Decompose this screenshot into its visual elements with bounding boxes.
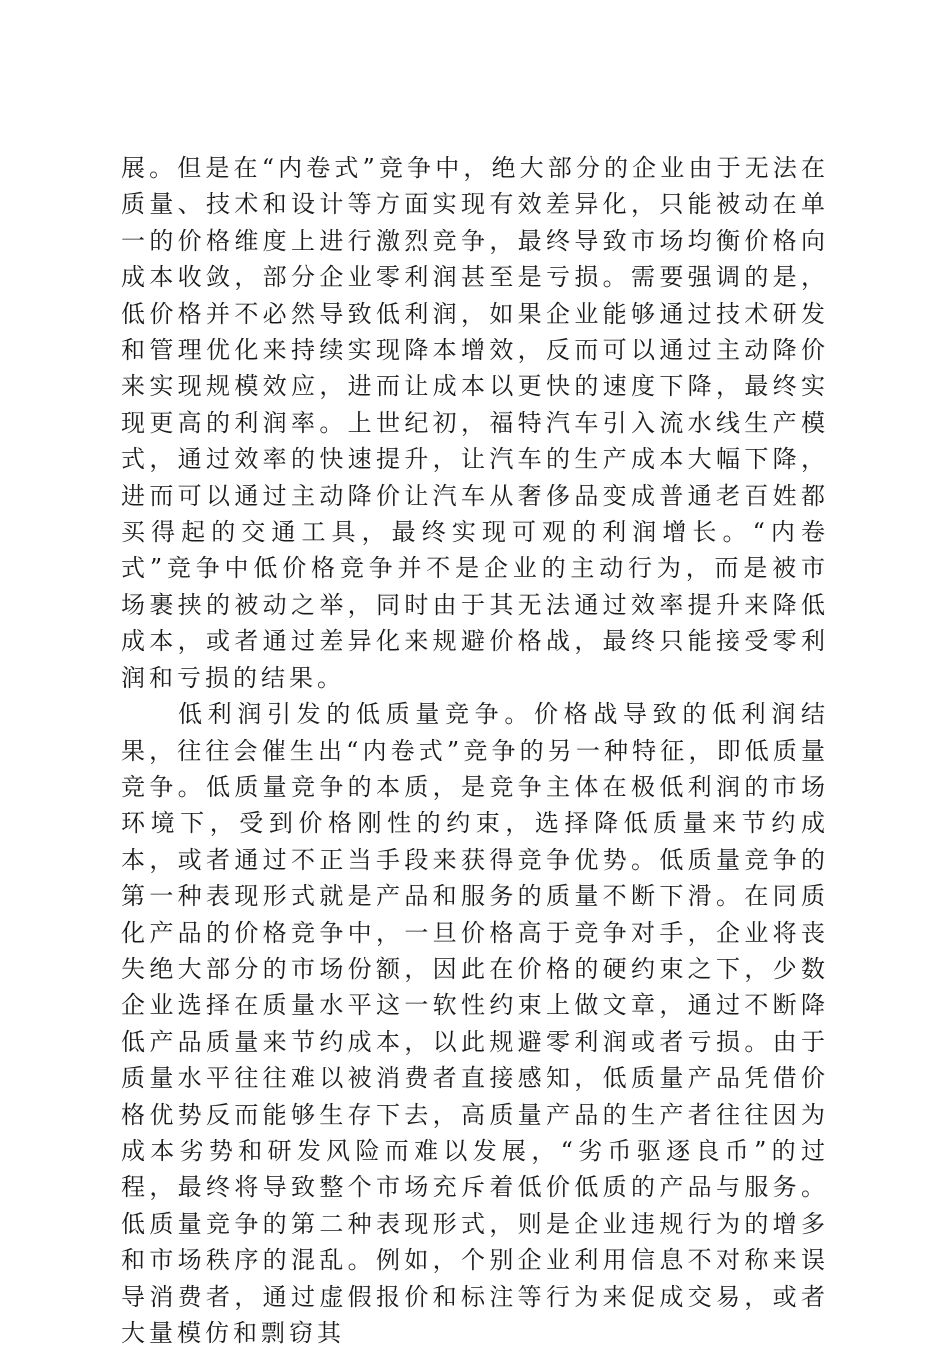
paragraph-1: 展。但是在“内卷式”竞争中，绝大部分的企业由于无法在质量、技术和设计等方面实现有效差异化，只能被动在单一的价格维度上进行激烈竞争，最终导致市场均衡价格向成本收敛，部分企业零利润甚至是亏损。需要强调的是，低价格并不必然导致低利润，如果企业能够通过技术研发和管理优化来持续实现降本增效，反而可以通过主动降价来实现规模效应，进而让成本以更快的速度下降，最终实现更高的利润率。上世纪初，福特汽车引入流水线生产模式，通过效率的快速提升，让汽车的生产成本大幅下降，进而可以通过主动降价让汽车从奢侈品变成普通老百姓都买得起的交通工具，最终实现可观的利润增长。“内卷式”竞争中低价格竞争并不是企业的主动行为，而是被市场裹挟的被动之举，同时由于其无法通过效率提升来降低成本，或者通过差异化来规避价格战，最终只能接受零利润和亏损的结果。	[121, 154, 829, 692]
paragraph-2: 低利润引发的低质量竞争。价格战导致的低利润结果，往往会催生出“内卷式”竞争的另一种特征，即低质量竞争。低质量竞争的本质，是竞争主体在极低利润的市场环境下，受到价格刚性的约束，选择降低质量来节约成本，或者通过不正当手段来获得竞争优势。低质量竞争的第一种表现形式就是产品和服务的质量不断下滑。在同质化产品的价格竞争中，一旦价格高于竞争对手，企业将丧失绝大部分的市场份额，因此在价格的硬约束之下，少数企业选择在质量水平这一软性约束上做文章，通过不断降低产品质量来节约成本，以此规避零利润或者亏损。由于质量水平往往难以被消费者直接感知，低质量产品凭借价格优势反而能够生存下去，高质量产品的生产者往往因为成本劣势和研发风险而难以发展，“劣币驱逐良币”的过程，最终将导致整个市场充斥着低价低质的产品与服务。低质量竞争的第二种表现形式，则是企业违规行为的增多和市场秩序的混乱。例如，个别企业利用信息不对称来误导消费者，通过虚假报价和标注等行为来促成交易，或者大量模仿和剽窃其	[121, 700, 829, 1347]
document-body	[121, 150, 829, 1351]
